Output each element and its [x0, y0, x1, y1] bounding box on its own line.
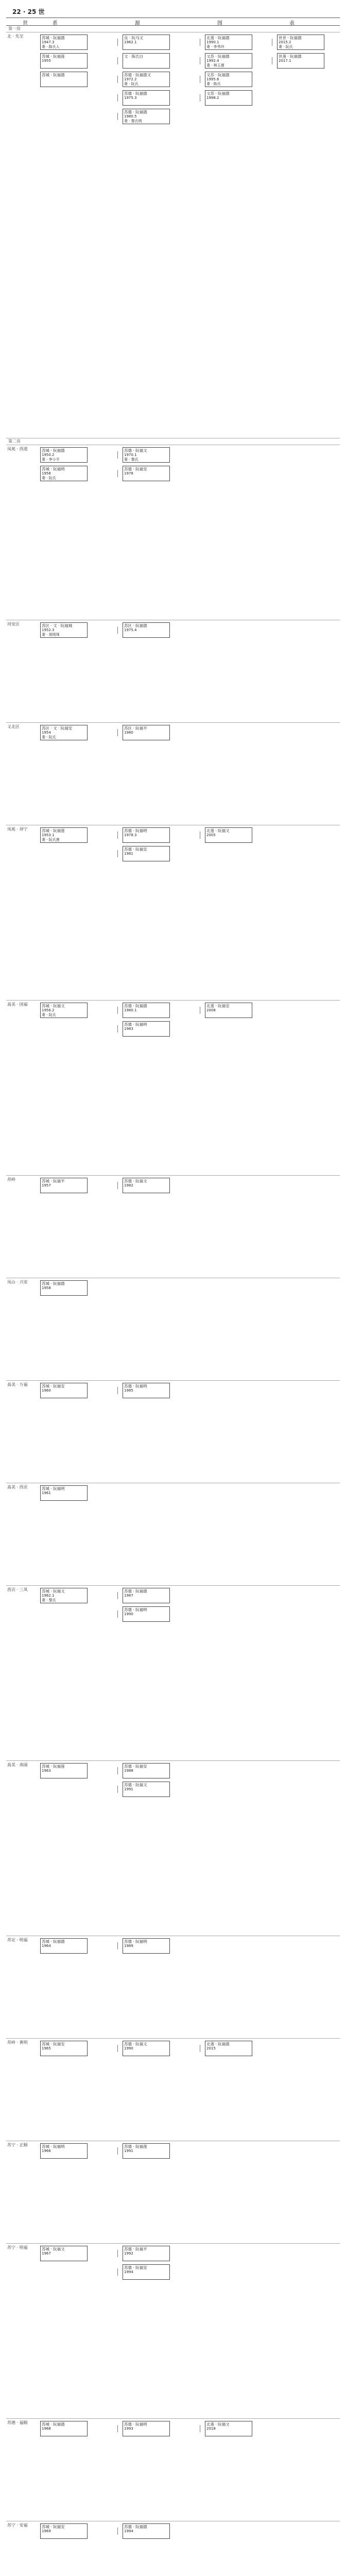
person-detail: 1956.2	[42, 1008, 55, 1012]
person-name: 苏城 · 阮福德	[42, 1939, 65, 1944]
lineage-connector	[117, 113, 118, 120]
lineage-row	[6, 2141, 340, 2244]
column-header-0: 世	[23, 21, 28, 26]
person-name: 苏德 · 阮福德	[124, 110, 147, 114]
person-detail: 1957	[42, 1183, 51, 1188]
person-detail: 1982	[124, 1183, 133, 1188]
person-name: 文苏 · 阮福德	[206, 91, 230, 96]
lineage-connector	[117, 626, 118, 634]
person-detail: 1970.1	[124, 453, 137, 457]
lineage-connector	[117, 1387, 118, 1394]
lineage-connector	[117, 1007, 118, 1014]
lineage-row	[6, 1936, 340, 2039]
person-entry	[123, 2264, 170, 2280]
person-name: 苏城 · 阮福明	[42, 2144, 65, 2149]
person-entry	[40, 35, 88, 50]
person-detail: 1964	[42, 1944, 51, 1948]
person-detail: 1975.3	[124, 96, 137, 100]
person-entry	[40, 2143, 88, 2159]
person-entry	[123, 622, 170, 638]
person-entry	[123, 466, 170, 481]
lineage-row	[6, 2244, 340, 2419]
person-name: 苏德 · 阮福德	[124, 1004, 147, 1008]
lineage-connector	[117, 470, 118, 477]
lineage-connector	[117, 2528, 118, 2535]
person-name: 苏城 · 阮福德	[42, 2422, 65, 2427]
person-entry	[40, 1485, 88, 1501]
person-detail: 妻 · 黎氏	[42, 1598, 56, 1602]
lineage-row	[6, 2039, 340, 2141]
person-name: 苏德 · 阮福文	[124, 1783, 147, 1787]
person-entry	[205, 72, 252, 87]
person-name: 苏德 · 阮福莲	[124, 2144, 147, 2149]
person-name: 苏德 · 阮福文	[124, 2042, 147, 2046]
person-name: 良 · 阮马文	[124, 36, 144, 40]
person-entry	[40, 1938, 88, 1954]
row-label: 义北区	[7, 724, 20, 729]
person-name: 苏城 · 阮福莲	[42, 828, 65, 833]
row-label: 河安区	[7, 622, 20, 626]
person-name: 苏德 · 阮福明	[124, 1939, 147, 1944]
person-detail: 1966	[42, 2149, 51, 2153]
lineage-row	[6, 1483, 340, 1586]
row-label: 凤苑 · 屏宁	[7, 827, 28, 832]
row-label: 凤苑 · 西道	[7, 447, 28, 451]
lineage-row	[6, 1381, 340, 1483]
person-name: 苏城 · 阮福文	[42, 1589, 65, 1594]
person-detail: 1995.6	[206, 77, 219, 81]
person-name: 北莲 · 阮福安	[206, 1004, 230, 1008]
person-detail: 1954	[42, 731, 51, 735]
person-detail: 1991	[124, 1787, 133, 1791]
lineage-row	[6, 2521, 340, 2576]
person-entry	[40, 1383, 88, 1398]
lineage-connector	[117, 57, 118, 64]
row-label: 西贡 · 三凤	[7, 1587, 28, 1592]
person-entry	[205, 90, 252, 106]
person-entry	[123, 827, 170, 843]
row-label: 高美 · 南丽	[7, 1762, 28, 1767]
person-name: 苏德 · 阮福德	[124, 91, 147, 96]
lineage-connector	[117, 39, 118, 46]
person-name: 苏德 · 阮福安	[124, 467, 147, 471]
person-detail: 妻 · 陈氏	[206, 82, 221, 86]
row-label: 高美 · 万福	[7, 1382, 28, 1387]
lineage-row	[6, 620, 340, 723]
person-detail: 1972.2	[124, 77, 137, 81]
person-entry	[40, 466, 88, 481]
person-detail: 2015.2	[279, 40, 291, 44]
person-entry	[40, 1280, 88, 1296]
person-detail: 1965	[42, 2046, 51, 2050]
person-detail: 1953.1	[42, 833, 55, 837]
person-name: 苏城 · 阮福德	[42, 36, 65, 40]
person-detail: 1981	[124, 852, 133, 856]
person-name: 苏区 · 文 · 阮福安	[42, 726, 73, 731]
person-name: 苏城 · 阮福德	[42, 1281, 65, 1286]
person-entry	[205, 2041, 252, 2056]
person-entry	[40, 1763, 88, 1778]
person-name: 文苏 · 阮福德	[206, 73, 230, 77]
person-detail: 妻 · 黎氏	[124, 457, 139, 462]
person-detail: 1994	[124, 2529, 133, 2533]
person-detail: 1989	[124, 1944, 133, 1948]
person-detail: 2005	[206, 833, 216, 837]
person-detail: 1962.1	[124, 40, 137, 44]
person-entry	[123, 1938, 170, 1954]
row-label: 高美 · 国福	[7, 1002, 28, 1007]
lineage-row	[6, 825, 340, 1001]
person-name: 苏城 · 阮福明	[42, 1486, 65, 1491]
person-entry	[40, 2246, 88, 2261]
person-detail: 1967	[42, 2251, 51, 2256]
person-detail: 妻 · 陈氏人	[42, 45, 60, 49]
person-detail: 1978	[124, 471, 133, 476]
person-entry	[123, 1021, 170, 1037]
person-detail: 1947.3	[42, 40, 55, 44]
person-name: 苏区 · 阮福德	[124, 623, 147, 628]
person-entry	[205, 35, 252, 50]
person-entry	[277, 53, 324, 69]
person-name: 苏德 · 阮福明	[124, 1022, 147, 1027]
lineage-connector	[117, 451, 118, 459]
person-name: 世世 · 阮福德	[279, 36, 302, 40]
lineage-connector	[117, 1611, 118, 1618]
person-name: 北莲 · 阮福德	[206, 36, 230, 40]
lineage-connector	[117, 1592, 118, 1599]
person-detail: 1958	[42, 1286, 51, 1290]
person-name: 苏城 · 阮福莲	[42, 1764, 65, 1769]
lineage-connector	[117, 1767, 118, 1774]
person-name: 文苏 · 阮福德	[206, 54, 230, 59]
person-detail: 2008	[206, 1008, 216, 1012]
person-entry	[123, 1763, 170, 1778]
person-detail: 妻 · 林玉莲	[206, 63, 224, 67]
person-detail: 1990	[124, 1612, 133, 1616]
person-entry	[123, 53, 170, 69]
lineage-connector	[117, 76, 118, 83]
person-entry	[205, 827, 252, 843]
lineage-row	[6, 1001, 340, 1176]
lineage-connector	[117, 2045, 118, 2052]
section-label: 第二房	[6, 438, 340, 445]
person-name: 苏区 · 文 · 阮福城	[42, 623, 73, 628]
column-header-4: 表	[289, 21, 295, 26]
person-entry	[40, 725, 88, 740]
person-name: 苏德 · 阮福德文	[124, 73, 151, 77]
person-detail: 1990	[124, 2046, 133, 2050]
row-label: 凤山 · 兴安	[7, 1280, 28, 1284]
person-detail: 1991	[124, 2149, 133, 2153]
person-detail: 妻 · 阮氏	[42, 476, 56, 480]
person-name: 苏城 · 阮福安	[42, 2524, 65, 2529]
person-name: 苏城 · 阮福莲	[42, 54, 65, 59]
row-label: 苏德 · 福顺	[7, 2420, 28, 2425]
lineage-row	[6, 1278, 340, 1381]
person-entry	[123, 35, 170, 50]
person-entry	[277, 35, 324, 50]
person-entry	[123, 2143, 170, 2159]
person-entry	[123, 2523, 170, 2539]
person-name: 北莲 · 阮福德	[206, 2042, 230, 2046]
person-entry	[123, 725, 170, 740]
person-entry	[123, 2421, 170, 2436]
person-entry	[40, 1178, 88, 1193]
person-name: 苏德 · 阮福文	[124, 1179, 147, 1183]
person-name: 苏德 · 阮福安	[124, 2265, 147, 2270]
lineage-connector	[117, 2425, 118, 2432]
person-entry	[123, 1606, 170, 1622]
lineage-connector	[117, 2250, 118, 2257]
lineage-row	[6, 723, 340, 825]
person-entry	[40, 622, 88, 638]
person-entry	[40, 72, 88, 87]
person-name: 苏城 · 阮福安	[42, 2042, 65, 2046]
person-entry	[40, 53, 88, 69]
person-detail: 妻 · 阮氏	[42, 735, 56, 739]
person-name: 苏德 · 阮福德	[124, 1589, 147, 1594]
person-name: 苏德 · 阮福明	[124, 828, 147, 833]
person-detail: 1993	[124, 2427, 133, 2431]
person-entry	[40, 2421, 88, 2436]
person-detail: 2017.1	[279, 59, 291, 63]
lineage-row	[6, 1761, 340, 1936]
person-entry	[40, 1588, 88, 1603]
person-name: 苏城 · 阮福明	[42, 467, 65, 471]
page-number: 22 · 25 世	[12, 8, 45, 15]
row-label: 苏宁 · 正顺	[7, 2143, 28, 2147]
person-detail: 1992	[124, 2251, 133, 2256]
person-detail: 1952.3	[42, 628, 55, 632]
person-detail: 1988	[124, 1769, 133, 1773]
person-name: 苏城 · 阮福文	[42, 2247, 65, 2251]
person-detail: 1992.4	[206, 59, 219, 63]
person-detail: 1975.4	[124, 628, 137, 632]
person-detail: 妻 · 阮氏	[279, 45, 293, 49]
column-header-1: 系	[53, 21, 58, 26]
person-entry	[40, 827, 88, 843]
lineage-connector	[117, 832, 118, 839]
person-entry	[40, 447, 88, 463]
person-entry	[123, 72, 170, 87]
person-entry	[123, 846, 170, 861]
person-detail: 1950.2	[42, 453, 55, 457]
person-entry	[40, 2523, 88, 2539]
person-detail: 1990.1	[206, 40, 219, 44]
row-label: 苏定 · 明福	[7, 1938, 28, 1942]
lineage-connector	[117, 1182, 118, 1189]
lineage-row	[6, 1586, 340, 1761]
person-entry	[123, 1782, 170, 1797]
row-label: 北 · 先至	[7, 34, 24, 39]
column-header-2: 源	[135, 21, 140, 26]
section-label: 第一房	[6, 26, 340, 32]
lineage-connector	[117, 1786, 118, 1793]
person-name: 苏德 · 阮福明	[124, 1607, 147, 1612]
person-detail: 1980.5	[124, 114, 137, 118]
lineage-connector	[117, 2268, 118, 2276]
person-detail: 1968	[42, 2427, 51, 2431]
person-detail: 1994	[124, 2270, 133, 2274]
column-header-3: 图	[217, 21, 222, 26]
person-entry	[123, 447, 170, 463]
person-detail: 1962.1	[42, 1594, 55, 1598]
lineage-row	[6, 32, 340, 438]
person-detail: 1963	[42, 1769, 51, 1773]
person-name: 苏德 · 阮福平	[124, 2247, 147, 2251]
person-entry	[205, 53, 252, 69]
person-name: 苏区 · 阮福平	[124, 726, 147, 731]
person-detail: 妻 · 胡明珠	[42, 633, 60, 637]
person-detail: 妻 · 李小平	[42, 457, 60, 462]
person-detail: 1980.1	[124, 1008, 137, 1012]
person-detail: 1960	[42, 1388, 51, 1393]
person-detail: 1958	[42, 471, 51, 476]
person-detail: 妻 · 李秀玲	[206, 45, 224, 49]
person-entry	[123, 1588, 170, 1603]
person-name: 苏德 · 阮福文	[124, 448, 147, 453]
person-name: 苏城 · 阮福文	[42, 1004, 65, 1008]
person-entry	[123, 2246, 170, 2261]
genealogy-table	[6, 26, 340, 2576]
person-detail: 2018	[206, 2427, 216, 2431]
person-detail: 妻 · 阮氏	[124, 82, 139, 86]
person-detail: 妻 · 阮氏	[42, 1013, 56, 1017]
person-entry	[40, 1003, 88, 1018]
person-entry	[123, 109, 170, 124]
person-name: 北莲 · 阮福文	[206, 2422, 230, 2427]
person-name: 苏城 · 阮福平	[42, 1179, 65, 1183]
person-detail: 1955	[42, 59, 51, 63]
person-detail: 1998.2	[206, 96, 219, 100]
person-detail: 1969	[42, 2529, 51, 2533]
person-detail: 2015	[206, 2046, 216, 2050]
lineage-row	[6, 1176, 340, 1278]
row-label: 苏宁 · 安福	[7, 2523, 28, 2528]
person-name: 苏德 · 阮福安	[124, 847, 147, 852]
person-detail: 1987	[124, 1594, 133, 1598]
person-detail: 1985	[124, 1388, 133, 1393]
person-entry	[205, 1003, 252, 1018]
row-label: 苏宁 · 明福	[7, 2245, 28, 2250]
person-entry	[123, 1003, 170, 1018]
person-entry	[123, 2041, 170, 2056]
person-entry	[40, 2041, 88, 2056]
lineage-connector	[117, 94, 118, 101]
lineage-row	[6, 445, 340, 620]
person-name: 北莲 · 阮福文	[206, 828, 230, 833]
person-detail: 1983	[124, 1027, 133, 1031]
person-name: 苏德 · 阮福明	[124, 2422, 147, 2427]
person-name: 苏城 · 阮福德	[42, 448, 65, 453]
lineage-connector	[117, 2147, 118, 2155]
person-entry	[123, 1383, 170, 1398]
person-detail: 妻 · 阮氏莲	[42, 838, 60, 842]
lineage-connector	[117, 1025, 118, 1032]
column-header	[6, 18, 340, 26]
person-name: 文 · 陈氏白	[124, 54, 144, 59]
person-detail: 1978.3	[124, 833, 137, 837]
lineage-row	[6, 2419, 340, 2521]
person-name: 苏德 · 阮福明	[124, 1384, 147, 1388]
person-entry	[123, 90, 170, 106]
person-name: 苏德 · 阮福德	[124, 2524, 147, 2529]
person-entry	[123, 1178, 170, 1193]
person-name: 苏城 · 阮福德	[42, 73, 65, 77]
row-label: 苏岭 · 黄明	[7, 2040, 28, 2045]
person-detail: 1980	[124, 731, 133, 735]
person-name: 苏城 · 阮福安	[42, 1384, 65, 1388]
person-name: 苏德 · 阮福安	[124, 1764, 147, 1769]
lineage-connector	[117, 850, 118, 857]
person-name: 世莲 · 阮福德	[279, 54, 302, 59]
row-label: 苏岭	[7, 1177, 15, 1182]
person-detail: 1961	[42, 1491, 51, 1495]
row-label: 高美 · 西贡	[7, 1485, 28, 1489]
person-detail: 妻 · 黎氏明	[124, 119, 142, 123]
lineage-connector	[117, 1942, 118, 1950]
person-entry	[205, 2421, 252, 2436]
lineage-connector	[117, 729, 118, 736]
